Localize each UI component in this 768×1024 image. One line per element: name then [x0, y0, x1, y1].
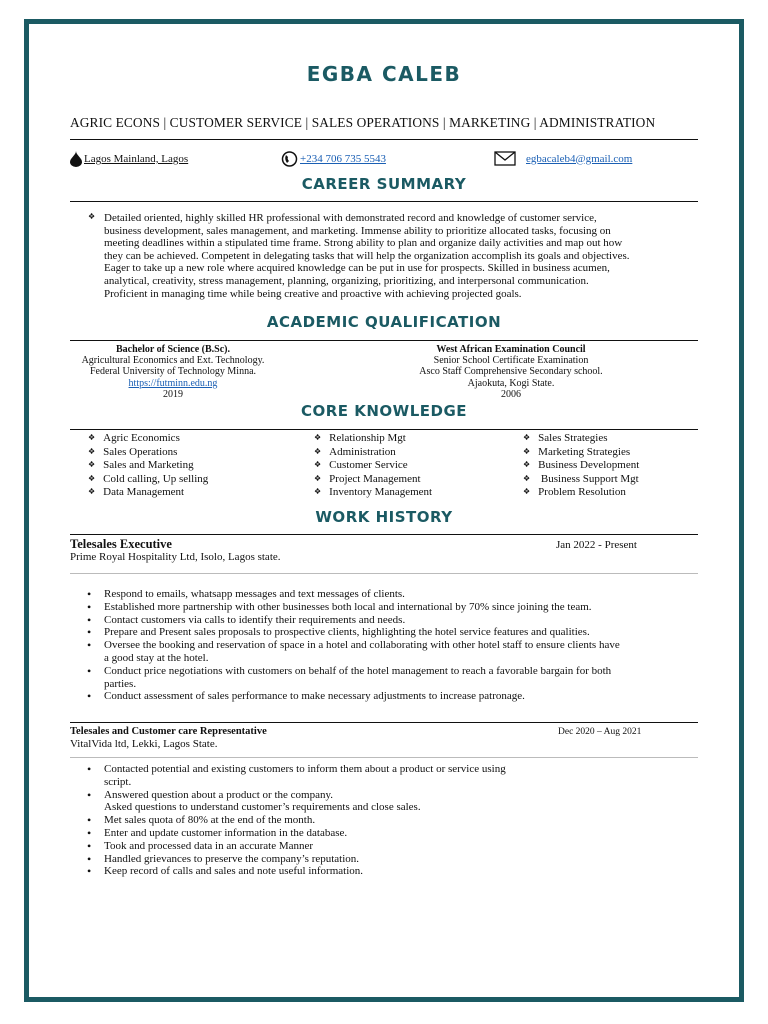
list-item: ❖ Data Management	[88, 486, 185, 498]
year: 2006	[501, 388, 521, 400]
school: Asco Staff Comprehensive Secondary school.	[419, 366, 603, 378]
core-knowledge-column-1	[88, 432, 208, 500]
list-item: ❖ Customer Service	[314, 459, 408, 471]
core-knowledge-column-2	[314, 432, 432, 500]
diamond-bullet-icon: ❖	[88, 446, 96, 456]
list-item-continuation: parties.	[104, 677, 137, 690]
exam-body: West African Examination Council	[436, 344, 586, 355]
summary-line: meeting deadlines within a stipulated time frame. Strong ability to plan and organize daily activities and map out how	[104, 237, 623, 250]
job-separator	[70, 722, 698, 723]
diamond-bullet-icon: ❖	[88, 487, 96, 496]
school: Federal University of Technology Minna.	[89, 366, 257, 378]
school-website-link[interactable]: https://futminn.edu.ng	[128, 377, 218, 389]
job-title: Telesales and Customer care Representative	[70, 726, 267, 737]
list-item: • Contacted potential and existing customers to inform them about a product or service using	[70, 763, 698, 776]
list-item: • Enter and update customer information in the database.	[70, 827, 698, 840]
list-item: ❖ Relationship Mgt	[314, 432, 406, 444]
email-link[interactable]: egbacaleb4@gmail.com	[526, 152, 633, 165]
list-item: • Handled grievances to preserve the company’s reputation.	[70, 853, 698, 866]
diamond-bullet-icon: ❖	[88, 460, 96, 469]
job-dates: Jan 2022 - Present	[556, 539, 637, 551]
list-item: ❖ Administration	[314, 445, 396, 458]
core-knowledge-divider	[70, 429, 698, 430]
job-company: Prime Royal Hospitality Ltd, Isolo, Lagos state.	[70, 551, 281, 563]
section-title-core-knowledge: CORE KNOWLEDGE	[300, 402, 468, 420]
degree: Bachelor of Science (B.Sc).	[116, 344, 230, 355]
job-divider	[70, 757, 698, 758]
education-entry-waec	[386, 344, 636, 400]
list-item: ❖ Agric Economics	[88, 432, 180, 444]
summary-line: Proficient in managing time while being creative and proactive with achieving projected goals.	[104, 287, 522, 300]
list-item: • Prepare and Present sales proposals to prospective clients, highlighting the hotel service features and qualities.	[70, 626, 698, 639]
list-item: • Contact customers via calls to identify their requirements and needs.	[70, 614, 698, 627]
contact-phone[interactable]	[281, 151, 386, 167]
candidate-name: EGBA CALEB	[306, 62, 462, 86]
diamond-bullet-icon: ❖	[314, 473, 322, 483]
list-item: • Met sales quota of 80% at the end of the month.	[70, 814, 698, 827]
career-summary-divider	[70, 201, 698, 202]
contact-email[interactable]	[494, 151, 632, 166]
list-item: ❖ Cold calling, Up selling	[88, 472, 209, 485]
job-divider	[70, 573, 698, 574]
job-company: VitalVida ltd, Lekki, Lagos State.	[70, 738, 218, 750]
list-item: • Conduct assessment of sales performance to make necessary adjustments to increase patronage.	[70, 690, 698, 703]
work-history-divider	[70, 534, 698, 535]
envelope-icon	[494, 151, 516, 166]
location-text: Lagos Mainland, Lagos	[84, 153, 189, 165]
header-divider	[70, 139, 698, 140]
list-item: • Respond to emails, whatsapp messages and text messages of clients.	[70, 588, 698, 601]
list-item: ❖ Project Management	[314, 472, 421, 485]
diamond-bullet-icon: ❖	[523, 460, 531, 469]
list-item-continuation: a good stay at the hotel.	[104, 651, 209, 664]
diamond-bullet-icon: ❖	[314, 446, 322, 456]
diamond-bullet-icon: ❖	[523, 487, 531, 496]
section-title-academic: ACADEMIC QUALIFICATION	[266, 313, 502, 331]
course: Agricultural Economics and Ext. Technology.	[81, 355, 265, 367]
job-duties-list	[70, 588, 698, 703]
diamond-bullet-icon: ❖	[523, 446, 531, 456]
list-item: ❖ Marketing Strategies	[523, 445, 631, 458]
list-item: ❖ Inventory Management	[314, 486, 433, 498]
academic-divider	[70, 340, 698, 341]
list-item: ❖ Business Development	[523, 459, 640, 471]
list-item: • Established more partnership with other businesses both local and international by 70% since joining the team.	[70, 601, 698, 614]
summary-bullet-icon: ❖	[88, 212, 96, 221]
phone-link[interactable]: +234 706 735 5543	[300, 153, 386, 165]
summary-line: business development, sales management, and marketing. Immense ability to prioritize allocated tasks, focusing on	[104, 224, 611, 237]
section-title-career-summary: CAREER SUMMARY	[301, 175, 467, 193]
list-item: • Took and processed data in an accurate Manner	[70, 840, 698, 853]
contact-location	[70, 151, 188, 167]
summary-line: Eager to take up a new role where acquired knowledge can be put in use for prospects. Skilled in business acumen,	[104, 262, 610, 275]
list-item: ❖ Business Support Mgt	[523, 472, 639, 485]
education-entry-bsc	[48, 344, 298, 400]
list-item: • Keep record of calls and sales and note useful information.	[70, 865, 698, 878]
phone-icon	[281, 151, 298, 167]
job-title: Telesales Executive	[70, 537, 172, 551]
list-item-continuation: Asked questions to understand customer’s requirements and close sales.	[104, 801, 421, 814]
section-title-work-history: WORK HISTORY	[315, 508, 453, 526]
core-knowledge-column-3	[523, 432, 639, 500]
list-item: • Conduct price negotiations with customers on behalf of the hotel management to reach a favorable bargain for both	[70, 665, 698, 678]
list-item: ❖ Sales Operations	[88, 445, 178, 458]
list-item-continuation: script.	[104, 775, 132, 788]
list-item: ❖ Problem Resolution	[523, 486, 626, 498]
summary-line: they can be achieved. Competent in delegating tasks that will help the organization accomplish its goals and objectives.	[104, 249, 630, 262]
diamond-bullet-icon: ❖	[314, 460, 322, 469]
year: 2019	[163, 388, 183, 400]
summary-line: Detailed oriented, highly skilled HR professional with demonstrated record and knowledge of customer service,	[104, 212, 597, 224]
location-pin-icon	[70, 151, 82, 167]
job-dates: Dec 2020 – Aug 2021	[558, 727, 642, 737]
diamond-bullet-icon: ❖	[88, 473, 96, 483]
diamond-bullet-icon: ❖	[88, 433, 96, 442]
diamond-bullet-icon: ❖	[523, 433, 531, 442]
headline-skills: AGRIC ECONS | CUSTOMER SERVICE | SALES OPERATIONS | MARKETING | ADMINISTRATION	[70, 115, 656, 130]
school-location: Ajaokuta, Kogi State.	[467, 377, 555, 389]
diamond-bullet-icon: ❖	[523, 473, 531, 483]
list-item: ❖ Sales and Marketing	[88, 459, 194, 471]
diamond-bullet-icon: ❖	[314, 433, 322, 442]
job-duties-list	[70, 763, 698, 878]
list-item: • Oversee the booking and reservation of space in a hotel and collaborating with other hotel staff to ensure clients have	[70, 639, 698, 652]
career-summary-text	[104, 212, 698, 300]
certificate: Senior School Certificate Examination	[433, 355, 589, 367]
diamond-bullet-icon: ❖	[314, 487, 322, 496]
list-item: • Answered question about a product or the company.	[70, 789, 698, 802]
summary-line: analytical, creativity, stress management, planning, organizing, prioritizing, and interpersonal communication.	[104, 274, 589, 287]
list-item: ❖ Sales Strategies	[523, 432, 608, 444]
